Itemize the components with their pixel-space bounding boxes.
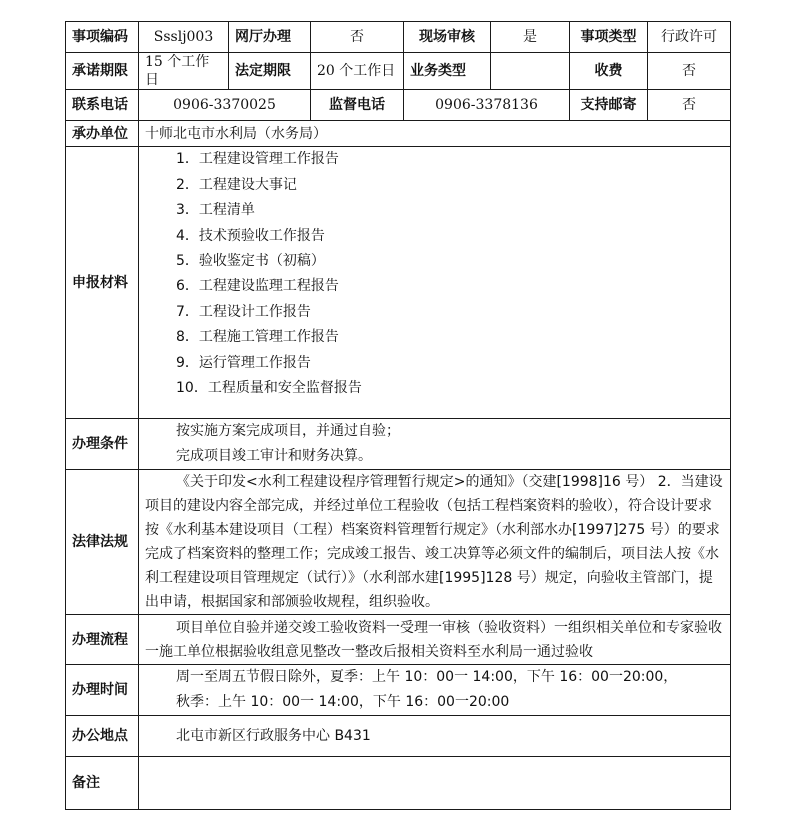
material-item: 2．工程建设大事记: [176, 176, 297, 193]
law-label: 法律法规: [66, 470, 139, 615]
table-row: [66, 665, 731, 716]
materials-list: [145, 147, 724, 401]
time-label: 办理时间: [66, 665, 139, 716]
type-value: 行政许可: [648, 22, 731, 53]
promise-value: 15 个工作日: [139, 53, 229, 90]
business-label: 业务类型: [404, 53, 491, 90]
phone-value: 0906-3370025: [139, 90, 311, 121]
fee-label: 收费: [570, 53, 648, 90]
legal-value: 20 个工作日: [311, 53, 404, 90]
dept-label: 承办单位: [66, 121, 139, 147]
process-text: 项目单位自验并递交竣工验收资料一受理一审核（验收资料）一组织相关单位和专家验收一施工单位根据验收组意见整改一整改后报相关资料至水利局一通过验收: [145, 619, 722, 660]
materials-label: 申报材料: [66, 147, 139, 419]
remark-value: [139, 757, 731, 810]
process-cell: [139, 615, 731, 665]
item-info-table: [65, 21, 731, 810]
time-line: 秋季：上午 10：00一 14:00，下午 16：00一20:00: [176, 694, 510, 711]
item-code-label: 事项编码: [66, 22, 139, 53]
phone-label: 联系电话: [66, 90, 139, 121]
material-item: 4．技术预验收工作报告: [176, 227, 325, 244]
condition-line: 按实施方案完成项目，并通过自验；: [176, 423, 400, 440]
online-label: 网厅办理: [229, 22, 311, 53]
fee-value: 否: [648, 53, 731, 90]
business-value: [491, 53, 570, 90]
table-row: [66, 757, 731, 810]
location-cell: [139, 716, 731, 757]
table-row: [66, 121, 731, 147]
law-cell: [139, 470, 731, 615]
onsite-value: 是: [491, 22, 570, 53]
table-row: [66, 419, 731, 470]
material-item: 7．工程设计工作报告: [176, 303, 311, 320]
table-row: [66, 470, 731, 615]
onsite-label: 现场审核: [404, 22, 491, 53]
time-line: 周一至周五节假日除外，夏季：上午 10：00一 14:00，下午 16：00一20:00，: [176, 669, 678, 686]
item-code-value: Ssslj003: [139, 22, 229, 53]
location-value: 北屯市新区行政服务中心 B431: [176, 727, 371, 744]
online-value: 否: [311, 22, 404, 53]
promise-label: 承诺期限: [66, 53, 139, 90]
material-item: 8．工程施工管理工作报告: [176, 329, 339, 346]
dept-value: 十师北屯市水利局（水务局）: [139, 121, 731, 147]
material-item: 1．工程建设管理工作报告: [176, 151, 339, 168]
mail-label: 支持邮寄: [570, 90, 648, 121]
condition-line: 完成项目竣工审计和财务决算。: [176, 448, 372, 465]
table-row: [66, 716, 731, 757]
table-row: [66, 615, 731, 665]
type-label: 事项类型: [570, 22, 648, 53]
conditions-cell: [139, 419, 731, 470]
material-item: 6．工程建设监理工程报告: [176, 278, 339, 295]
material-item: 3．工程清单: [176, 202, 255, 219]
remark-label: 备注: [66, 757, 139, 810]
conditions-label: 办理条件: [66, 419, 139, 470]
legal-label: 法定期限: [229, 53, 311, 90]
material-item: 10．工程质量和安全监督报告: [176, 380, 362, 397]
table-row: [66, 53, 731, 90]
process-label: 办理流程: [66, 615, 139, 665]
table-row: [66, 22, 731, 53]
material-item: 9．运行管理工作报告: [176, 354, 311, 371]
materials-cell: [139, 147, 731, 419]
material-item: 5．验收鉴定书（初稿）: [176, 253, 325, 269]
location-label: 办公地点: [66, 716, 139, 757]
law-text: 《关于印发<水利工程建设程序管理暂行规定>的通知》（交建[1998]16 号） 2．当建设项目的建设内容全部完成，并经过单位工程验收（包括工程档案资料的验收），符合设计要求按《水利基本建设项目（工程）档案资料管理暂行规定》（水利部水办[1997]275 号）的要求完成了档案资料的整理工作；完成竣工报告、竣工决算等必须文件的编制后，项目法人按《水利工程建设项目管理规定（试行）》（水利部水建[1995]128 号）规定，向验收主管部门，提出申请，根据国家和部颁验收规程，组织验收。: [145, 474, 723, 611]
mail-value: 否: [648, 90, 731, 121]
time-cell: [139, 665, 731, 716]
table-row: [66, 90, 731, 121]
supervise-value: 0906-3378136: [404, 90, 570, 121]
supervise-label: 监督电话: [311, 90, 404, 121]
table-row: [66, 147, 731, 419]
